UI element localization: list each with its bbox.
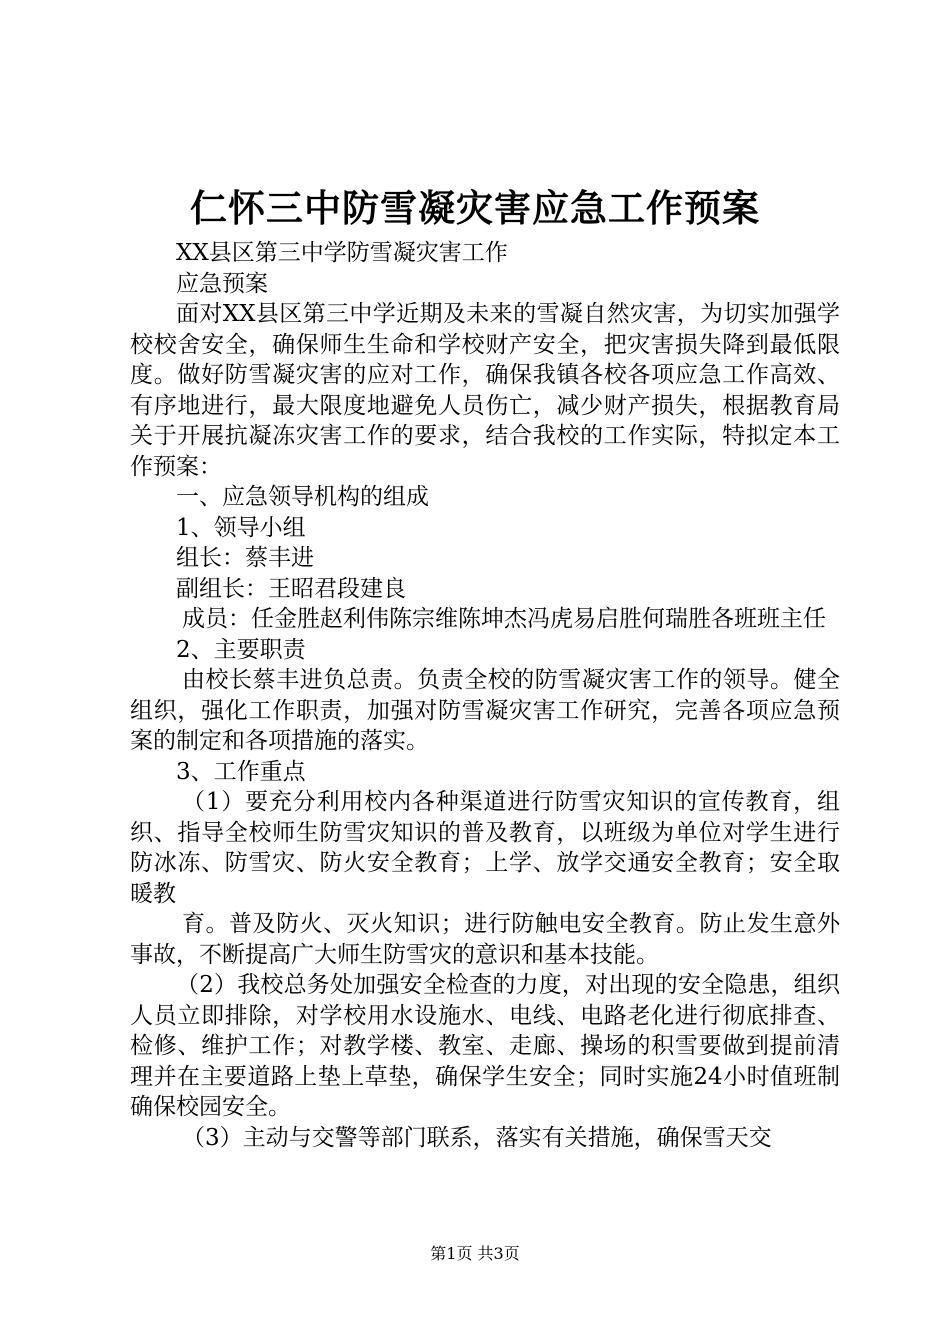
paragraph-section-1-heading: 一、应急领导机构的组成 xyxy=(176,484,429,510)
paragraph-deputy-leader: 副组长：王昭君段建良 xyxy=(176,575,406,602)
paragraph-members: 成员：任金胜赵利伟陈宗维陈坤杰冯虎易启胜何瑞胜各班班主任 xyxy=(182,606,826,632)
paragraph-work-focus-heading: 3、工作重点 xyxy=(176,758,306,785)
document-title: 仁怀三中防雪凝灾害应急工作预案 xyxy=(190,186,760,230)
document-body xyxy=(130,238,840,1153)
paragraph-focus-1-continued: 育。普及防火、灭火知识；进行防触电安全教育。防止发生意外事故，不断提高广大师生防雪灾的意识和基本技能。 xyxy=(130,911,840,968)
paragraph-subtitle-2: 应急预案 xyxy=(176,270,268,297)
paragraph-focus-1: （1）要充分利用校内各种渠道进行防雪灾知识的宣传教育，组织、指导全校师生防雪灾知识的普及教育，以班级为单位对学生进行防冰冻、防雪灾、防火安全教育；上学、放学交通安全教育；安全取暖教 xyxy=(130,789,840,907)
page-footer: 第1页 共3页 xyxy=(430,1244,520,1263)
paragraph-focus-3: （3）主动与交警等部门联系，落实有关措施，确保雪天交 xyxy=(182,1124,772,1151)
paragraph-intro: 面对XX县区第三中学近期及未来的雪凝自然灾害，为切实加强学校校舍安全，确保师生生命和学校财产安全，把灾害损失降到最低限度。做好防雪凝灾害的应对工作，确保我镇各校各项应急工作高效、有序地进行，最大限度地避免人员伤亡，减少财产损失，根据教育局关于开展抗凝冻灾害工作的要求，结合我校的工作实际，特拟定本工作预案： xyxy=(130,301,840,480)
paragraph-main-duties-heading: 2、主要职责 xyxy=(176,636,306,663)
paragraph-main-duties: 由校长蔡丰进负总责。负责全校的防雪凝灾害工作的领导。健全组织，强化工作职责，加强对防雪凝灾害工作研究，完善各项应急预案的制定和各项措施的落实。 xyxy=(130,667,840,754)
paragraph-leadership-group: 1、领导小组 xyxy=(176,514,306,541)
paragraph-focus-2: （2）我校总务处加强安全检查的力度，对出现的安全隐患，组织人员立即排除，对学校用水设施水、电线、电路老化进行彻底排查、检修、维护工作；对教学楼、教室、走廊、操场的积雪要做到提前清理并在主要道路上垫上草垫，确保学生安全；同时实施24小时值班制确保校园安全。 xyxy=(130,972,840,1120)
paragraph-subtitle-1: XX县区第三中学防雪凝灾害工作 xyxy=(176,240,508,266)
paragraph-group-leader: 组长：蔡丰进 xyxy=(176,545,314,571)
